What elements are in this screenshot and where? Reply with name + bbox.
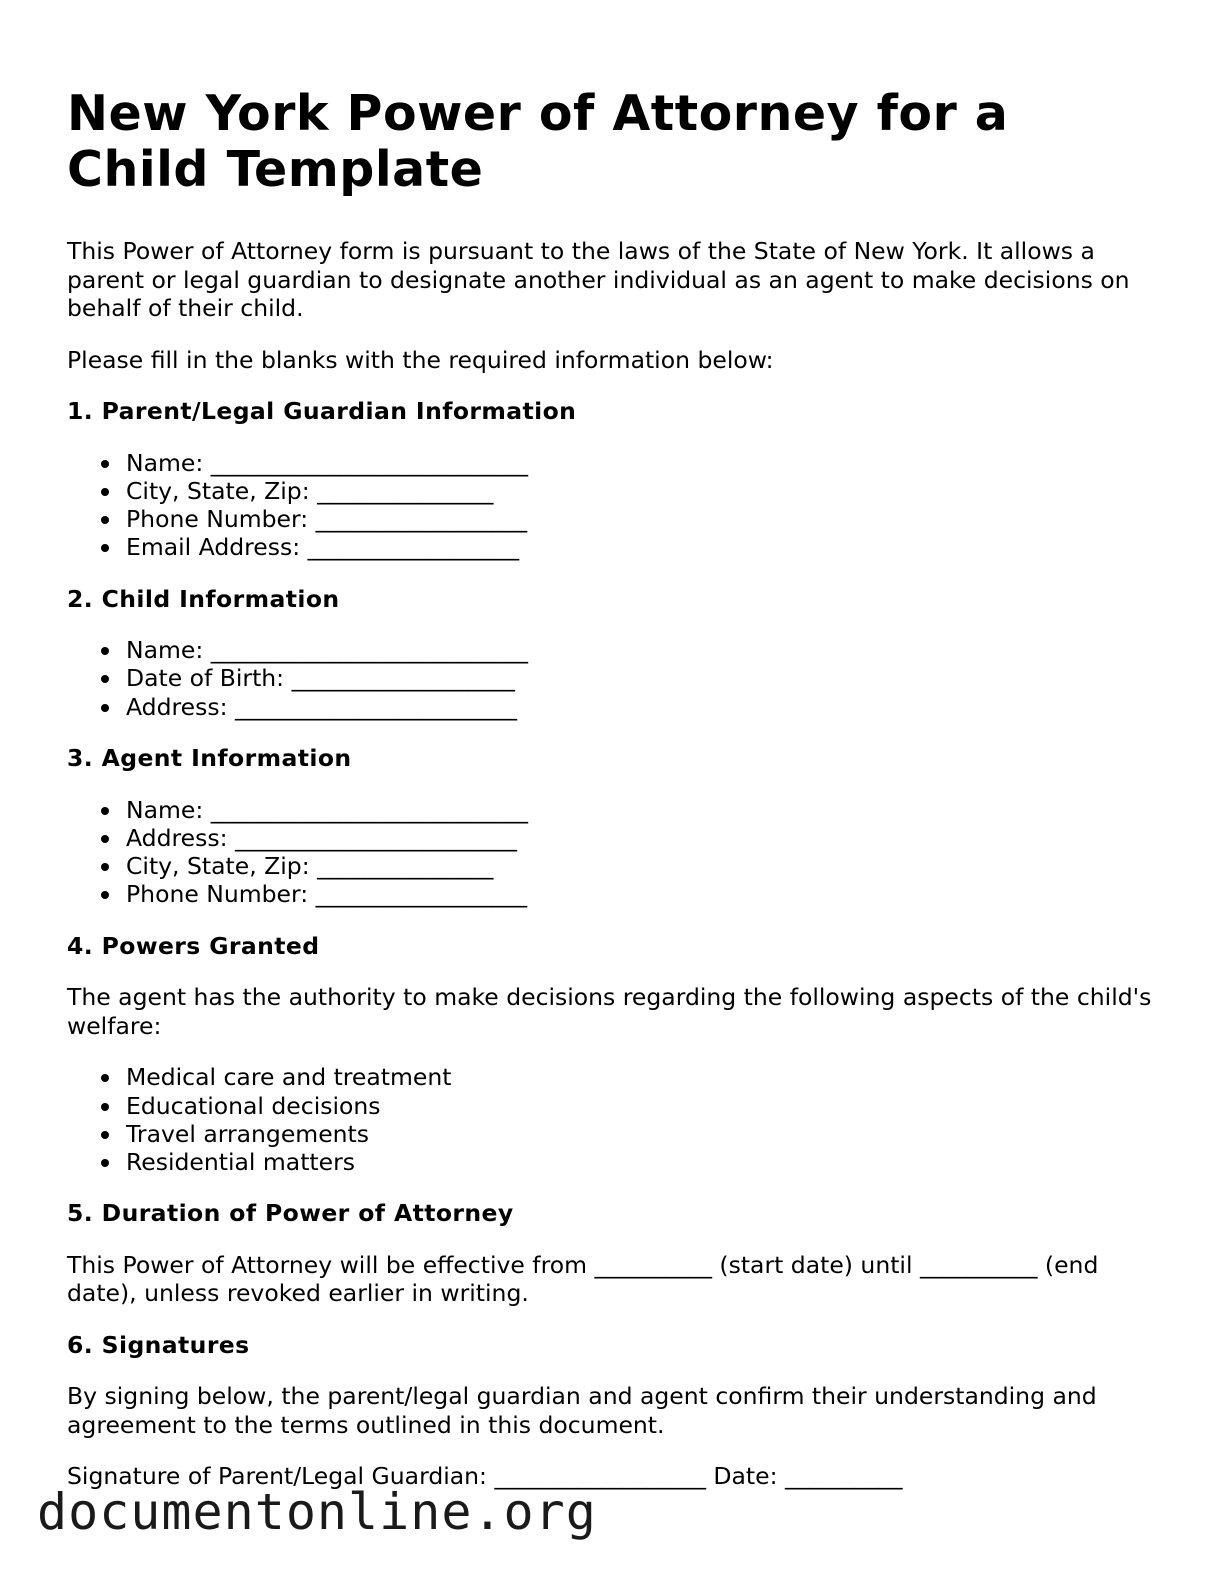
- field-child-name: Name: ___________________________: [126, 636, 528, 665]
- parent-guardian-fields: [67, 449, 1167, 562]
- list-item: [67, 505, 1167, 533]
- power-educational: Educational decisions: [126, 1091, 381, 1120]
- power-medical: Medical care and treatment: [126, 1063, 452, 1092]
- bullet-icon: [101, 488, 109, 496]
- list-item: [67, 664, 1167, 692]
- bullet-icon: [101, 675, 109, 683]
- watermark: documentonline.org: [37, 1483, 597, 1541]
- list-item: [67, 880, 1167, 908]
- list-item: [67, 796, 1167, 824]
- field-child-address: Address: ________________________: [126, 692, 517, 721]
- list-item: [67, 852, 1167, 880]
- section-heading-duration: 5. Duration of Power of Attorney: [67, 1199, 514, 1228]
- list-item: [67, 1148, 1167, 1176]
- list-item: [67, 477, 1167, 505]
- list-item: [67, 693, 1167, 721]
- bullet-icon: [101, 863, 109, 871]
- section-heading-signatures: 6. Signatures: [67, 1330, 250, 1359]
- bullet-icon: [101, 1103, 109, 1111]
- bullet-icon: [101, 647, 109, 655]
- instructions-paragraph: Please fill in the blanks with the required information below:: [67, 345, 774, 374]
- powers-paragraph: The agent has the authority to make decisions regarding the following aspects of the child's welfare:: [67, 983, 1152, 1040]
- field-parent-phone: Phone Number: __________________: [126, 505, 528, 534]
- list-item: [67, 1120, 1167, 1148]
- agent-fields: [67, 796, 1167, 909]
- list-item: [67, 1092, 1167, 1120]
- section-heading-child: 2. Child Information: [67, 584, 340, 613]
- signature-line-parent: Signature of Parent/Legal Guardian: __________________ Date: __________: [67, 1462, 903, 1491]
- field-agent-city-state-zip: City, State, Zip: _______________: [126, 852, 494, 881]
- power-residential: Residential matters: [126, 1148, 355, 1177]
- bullet-icon: [101, 1074, 109, 1082]
- bullet-icon: [101, 807, 109, 815]
- intro-paragraph: This Power of Attorney form is pursuant to the laws of the State of New York. It allows a parent or legal guardian to designate another individual as an agent to make decisions on behalf of their child.: [67, 237, 1130, 322]
- field-parent-email: Email Address: __________________: [126, 533, 520, 562]
- bullet-icon: [101, 1159, 109, 1167]
- duration-paragraph: This Power of Attorney will be effective from __________ (start date) until __________ (end date), unless revoked earlier in writing.: [67, 1250, 1099, 1308]
- powers-list: [67, 1063, 1167, 1176]
- bullet-icon: [101, 891, 109, 899]
- list-item: [67, 449, 1167, 477]
- bullet-icon: [101, 704, 109, 712]
- power-travel: Travel arrangements: [126, 1119, 370, 1148]
- list-item: [67, 824, 1167, 852]
- child-fields: [67, 636, 1167, 721]
- field-child-dob: Date of Birth: ___________________: [126, 664, 515, 693]
- section-heading-powers: 4. Powers Granted: [67, 931, 320, 960]
- section-heading-agent: 3. Agent Information: [67, 744, 352, 773]
- bullet-icon: [101, 835, 109, 843]
- bullet-icon: [101, 544, 109, 552]
- document-page: [67, 86, 1167, 1514]
- list-item: [67, 636, 1167, 664]
- field-parent-city-state-zip: City, State, Zip: _______________: [126, 476, 494, 505]
- field-parent-name: Name: ___________________________: [126, 448, 528, 477]
- bullet-icon: [101, 460, 109, 468]
- bullet-icon: [101, 1131, 109, 1139]
- field-agent-address: Address: ________________________: [126, 823, 517, 852]
- document-title: New York Power of Attorney for a Child Template: [67, 85, 1009, 198]
- list-item: [67, 1063, 1167, 1091]
- field-agent-name: Name: ___________________________: [126, 795, 528, 824]
- field-agent-phone: Phone Number: __________________: [126, 880, 528, 909]
- list-item: [67, 533, 1167, 561]
- bullet-icon: [101, 516, 109, 524]
- section-heading-parent-guardian: 1. Parent/Legal Guardian Information: [67, 397, 577, 425]
- signatures-paragraph: By signing below, the parent/legal guardian and agent confirm their understanding and agreement to the terms outlined in this document.: [67, 1382, 1097, 1439]
